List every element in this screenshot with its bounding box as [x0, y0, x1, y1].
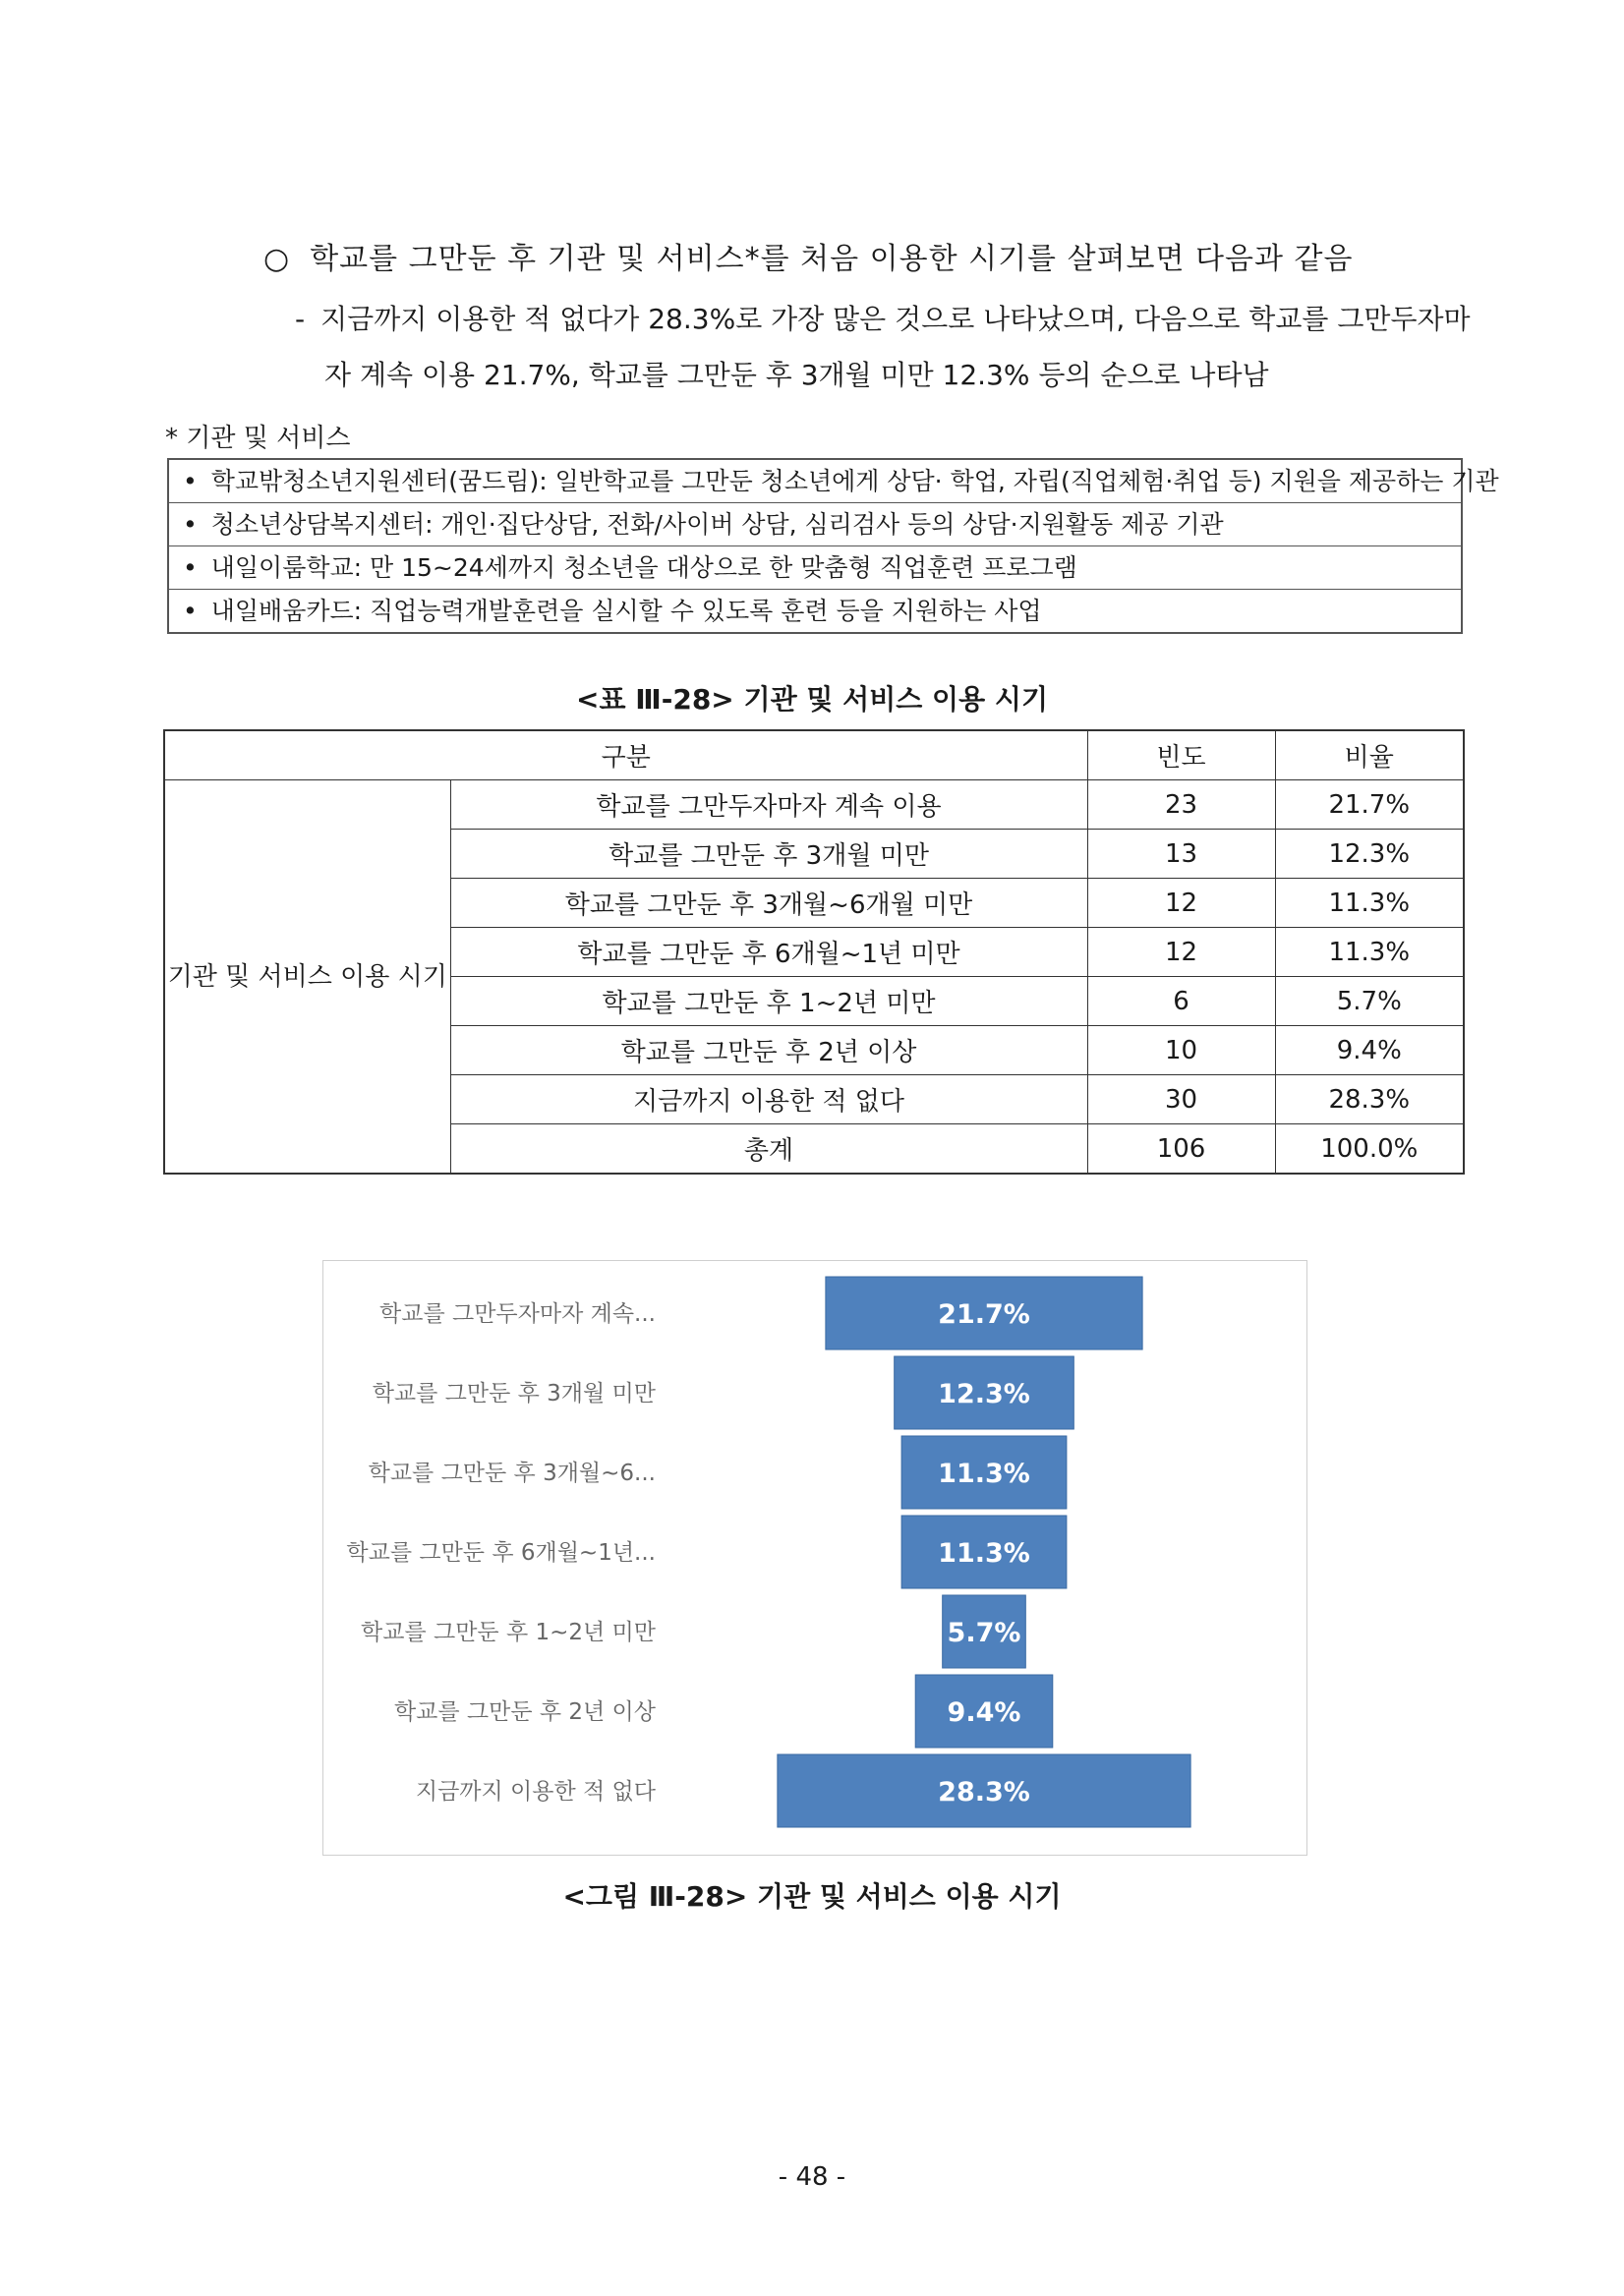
chart-category-label: 학교를 그만둔 후 1~2년 미만 [361, 1620, 656, 1645]
table-caption: <표 Ⅲ-28> 기관 및 서비스 이용 시기 [576, 683, 1048, 716]
note-bullet: • [183, 553, 198, 582]
chart-data-label: 5.7% [947, 1618, 1021, 1648]
summary-text-1: 학교를 그만둔 후 기관 및 서비스*를 처음 이용한 시기를 살펴보면 다음과 같음 [310, 242, 1354, 276]
note-item [169, 589, 1461, 632]
row-ratio: 11.3% [1275, 879, 1464, 928]
row-frequency: 12 [1087, 928, 1275, 977]
note-bullet: • [183, 510, 198, 539]
row-label: 학교를 그만둔 후 2년 이상 [450, 1026, 1087, 1075]
note-bullet: • [183, 597, 198, 625]
page-number: - 48 - [778, 2162, 846, 2192]
note-text: 내일배움카드: 직업능력개발훈련을 실시할 수 있도록 훈련 등을 지원하는 사업 [210, 597, 1042, 625]
total-label: 총계 [450, 1124, 1087, 1175]
usage-table [163, 729, 1465, 1175]
summary-line-3: 자 계속 이용 21.7%, 학교를 그만둔 후 3개월 미만 12.3% 등의 순으로 나타남 [324, 359, 1269, 391]
chart-category-label: 학교를 그만두자마자 계속... [379, 1301, 656, 1327]
dash-bullet: - [295, 303, 306, 335]
chart-data-label: 12.3% [938, 1379, 1030, 1409]
header-frequency: 빈도 [1087, 730, 1275, 780]
summary-line-2 [295, 298, 1471, 337]
note-item [169, 545, 1461, 589]
row-label: 학교를 그만두자마자 계속 이용 [450, 780, 1087, 830]
header-category: 구분 [164, 730, 1087, 780]
chart-category-label: 학교를 그만둔 후 3개월 미만 [372, 1381, 656, 1406]
chart-category-label: 지금까지 이용한 적 없다 [415, 1779, 656, 1805]
row-ratio: 5.7% [1275, 977, 1464, 1026]
row-ratio: 11.3% [1275, 928, 1464, 977]
figure-caption: <그림 Ⅲ-28> 기관 및 서비스 이용 시기 [562, 1880, 1062, 1913]
row-frequency: 13 [1087, 830, 1275, 879]
note-item [169, 502, 1461, 545]
chart-category-label: 학교를 그만둔 후 3개월~6... [368, 1461, 656, 1486]
row-frequency: 6 [1087, 977, 1275, 1026]
note-text: 학교밖청소년지원센터(꿈드림): 일반학교를 그만둔 청소년에게 상담· 학업, 자립(직업체험·취업 등) 지원을 제공하는 기관 [210, 467, 1499, 495]
row-frequency: 23 [1087, 780, 1275, 830]
category-cell: 기관 및 서비스 이용 시기 [164, 780, 450, 1175]
chart-data-label: 21.7% [938, 1299, 1030, 1330]
header-ratio: 비율 [1275, 730, 1464, 780]
chart-category-label: 학교를 그만둔 후 6개월~1년... [346, 1540, 656, 1566]
chart-data-label: 28.3% [938, 1777, 1030, 1808]
row-label: 학교를 그만둔 후 3개월 미만 [450, 830, 1087, 879]
note-text: 내일이룸학교: 만 15~24세까지 청소년을 대상으로 한 맞춤형 직업훈련 프로그램 [210, 553, 1077, 582]
row-label: 지금까지 이용한 적 없다 [450, 1075, 1087, 1124]
note-item [169, 460, 1499, 502]
summary-text-2: 지금까지 이용한 적 없다가 28.3%로 가장 많은 것으로 나타났으며, 다음으로 학교를 그만두자마 [320, 303, 1471, 335]
row-label: 학교를 그만둔 후 3개월~6개월 미만 [450, 879, 1087, 928]
chart-data-label: 11.3% [938, 1459, 1030, 1489]
row-label: 학교를 그만둔 후 6개월~1년 미만 [450, 928, 1087, 977]
funnel-chart [322, 1260, 1307, 1856]
row-frequency: 30 [1087, 1075, 1275, 1124]
row-frequency: 12 [1087, 879, 1275, 928]
chart-canvas [323, 1261, 1306, 1855]
table-row [164, 780, 1464, 830]
note-text: 청소년상담복지센터: 개인·집단상담, 전화/사이버 상담, 심리검사 등의 상담·지원활동 제공 기관 [210, 510, 1224, 539]
table-header-row [164, 730, 1464, 780]
row-ratio: 21.7% [1275, 780, 1464, 830]
notes-box [167, 458, 1499, 634]
total-ratio: 100.0% [1275, 1124, 1464, 1175]
chart-data-label: 9.4% [947, 1697, 1021, 1728]
note-bullet: • [183, 467, 198, 495]
total-frequency: 106 [1087, 1124, 1275, 1175]
row-ratio: 12.3% [1275, 830, 1464, 879]
row-ratio: 28.3% [1275, 1075, 1464, 1124]
row-frequency: 10 [1087, 1026, 1275, 1075]
chart-category-label: 학교를 그만둔 후 2년 이상 [393, 1699, 656, 1725]
row-label: 학교를 그만둔 후 1~2년 미만 [450, 977, 1087, 1026]
notes-heading: * 기관 및 서비스 [165, 424, 351, 453]
chart-data-label: 11.3% [938, 1538, 1030, 1569]
row-ratio: 9.4% [1275, 1026, 1464, 1075]
circle-bullet: ○ [263, 242, 291, 276]
summary-line-1 [263, 234, 1353, 277]
